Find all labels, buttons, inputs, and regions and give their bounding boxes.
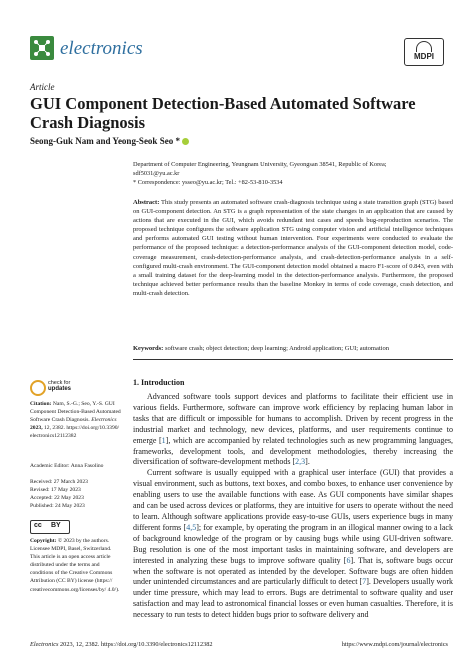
keywords	[133, 344, 453, 353]
reference-link[interactable]: 2,3	[295, 457, 306, 467]
publisher-logo	[404, 38, 444, 66]
author-names: Seong-Guk Nam and Yeong-Seok Seo *	[30, 136, 180, 146]
citation-text: Nam, S.-G.; Seo, Y.-S. GUI Component Detection-Based Automated Software Crash Diagnosis.	[30, 401, 121, 424]
cc-icon: cc	[34, 522, 42, 529]
footer-cite[interactable]: 2023, 12, 2382. https://doi.org/10.3390/electronics12112382	[60, 641, 213, 648]
paragraph: Advanced software tools support devices and platforms to facilitate their efficient use in various fields. Furthermore, software can improve work efficiency by replacing human labor in tasks that are difficult or impossible for humans to accomplish. Driven by recent progress in the industrial market and technology, new devices, platforms, and user requirements continue to emerge [1], which are accompanied by related technologies such as new programming languages, frameworks, development tools, and development methodologies, thereby increasing the diversification of software-development methods [2,3].	[133, 392, 453, 467]
reference-link[interactable]: 1	[161, 435, 166, 445]
orcid-icon[interactable]	[182, 138, 189, 145]
author-email[interactable]: sdf5031@yu.ac.kr	[133, 170, 180, 177]
author-list	[30, 136, 189, 146]
abstract	[133, 198, 453, 298]
citation-doi[interactable]: 12, 2382. https://doi.org/10.3390/ electronics12112382	[30, 425, 120, 440]
citation-block	[30, 400, 122, 440]
divider	[133, 359, 453, 360]
publication-dates	[30, 478, 122, 510]
citation-journal: Electronics	[91, 417, 117, 424]
affiliations	[133, 160, 453, 187]
mdpi-arc-icon	[416, 41, 432, 52]
reference-link[interactable]: 7	[362, 577, 367, 587]
article-title: GUI Component Detection-Based Automated Software Crash Diagnosis	[30, 94, 416, 132]
publisher-name: MDPI	[414, 52, 434, 61]
page-footer	[30, 641, 448, 648]
affiliation-line: Department of Computer Engineering, Yeungnam University, Gyeongsan 38541, Republic of Korea;	[133, 161, 387, 168]
journal-name: electronics	[60, 38, 143, 59]
check-updates-label: check for	[48, 380, 71, 386]
section-heading: 1. Introduction	[133, 378, 185, 387]
keywords-text: software crash; object detection; deep learning; Android application; GUI; automation	[164, 345, 389, 352]
copyright-block	[30, 537, 122, 594]
keywords-label: Keywords:	[133, 345, 164, 352]
citation-volume: 2023,	[30, 425, 43, 432]
abstract-text: This study presents an automated software crash-diagnosis technique using a state transition graph (STG) based on GUI-component detection. An STG is a graph representation of the state changes in an application that are caused by actions that are executed in the GUI, which avoids redundant test cases and speeds bug-reproduction scenarios. The proposed technique configures the software application STG using computer vision and artificial intelligence techniques and performs automated GUI testing without human intervention. Four experiments were conducted to evaluate the performance of the proposed technique: a detection-performance analysis of the GUI-component detection model, code-coverage measurement, crash-detection-performance analysis, and crash-detection-performance analysis in a self-configured multi-crash environment. The GUI-component detection model obtained a macro F1-score of 0.843, even with a small training dataset for the deep-learning model in the detection-performance analysis. Furthermore, the proposed technique achieved better performance results than the baseline Monkey in terms of code coverage, crash detection, and multi-crash detection.	[133, 199, 453, 297]
article-type: Article	[30, 82, 55, 92]
copyright-text: © 2023 by the authors. Licensee MDPI, Basel, Switzerland. This article is an open access article distributed under the terms and conditions of the Creative Commons Attribution (CC BY) license (https:// creativecommons.org/licenses/by/ 4.0/).	[30, 538, 120, 593]
abstract-label: Abstract:	[133, 199, 160, 206]
date-revised: Revised: 17 May 2023	[30, 487, 81, 494]
date-received: Received: 27 March 2023	[30, 479, 88, 485]
cc-license-badge[interactable]	[30, 520, 70, 534]
check-updates-icon	[30, 380, 46, 396]
footer-url[interactable]: https://www.mdpi.com/journal/electronics	[341, 641, 448, 648]
paragraph: Current software is usually equipped with a graphical user interface (GUI) that provides a visual environment, such as buttons, text boxes, and combo boxes, to enhance user convenience by enabling users to use the available functions with ease. As GUI components have similar shapes and can be used across devices or platforms, they are intuitive for users to operate without the need to learn. Although software applications provide easy-to-use GUIs, users experience bugs in many different forms [4,5]; for example, by operating the program in an illogical manner owing to a lack of background knowledge of the program or by causing bugs while using GUI-driven software. Bug resolution is one of the most important tasks in maintaining software, and developers are interested in analyzing these bugs to improve software quality [6]. That is, software bugs occur when the software is not operated as intended by the developer. Software bugs are often hidden under unintended circumstances and are particularly difficult to detect [7]. Developers usually work under time pressure, which may lead to errors. Bugs are detrimental to software quality and user satisfaction and may lead to astronomical financial losses or even human casualties. Therefore, it is necessary to run tests to detect hidden bugs prior to software delivery and	[133, 468, 454, 620]
reference-link[interactable]: 6	[346, 555, 351, 565]
academic-editor: Academic Editor: Anna Fasolino	[30, 463, 104, 469]
date-accepted: Accepted: 22 May 2023	[30, 495, 84, 502]
copyright-label: Copyright:	[30, 538, 57, 544]
reference-link[interactable]: 4,5	[186, 522, 197, 532]
correspondence: * Correspondence: ysseo@yu.ac.kr; Tel.: +82-53-810-3534	[133, 179, 283, 186]
check-updates-label-bold: updates	[48, 386, 72, 392]
date-published: Published: 24 May 2023	[30, 503, 85, 510]
by-icon: BY	[51, 522, 61, 529]
body-text	[133, 392, 453, 621]
journal-logo-icon	[30, 36, 54, 60]
citation-label: Citation:	[30, 401, 52, 407]
footer-journal: Electronics	[30, 641, 59, 648]
